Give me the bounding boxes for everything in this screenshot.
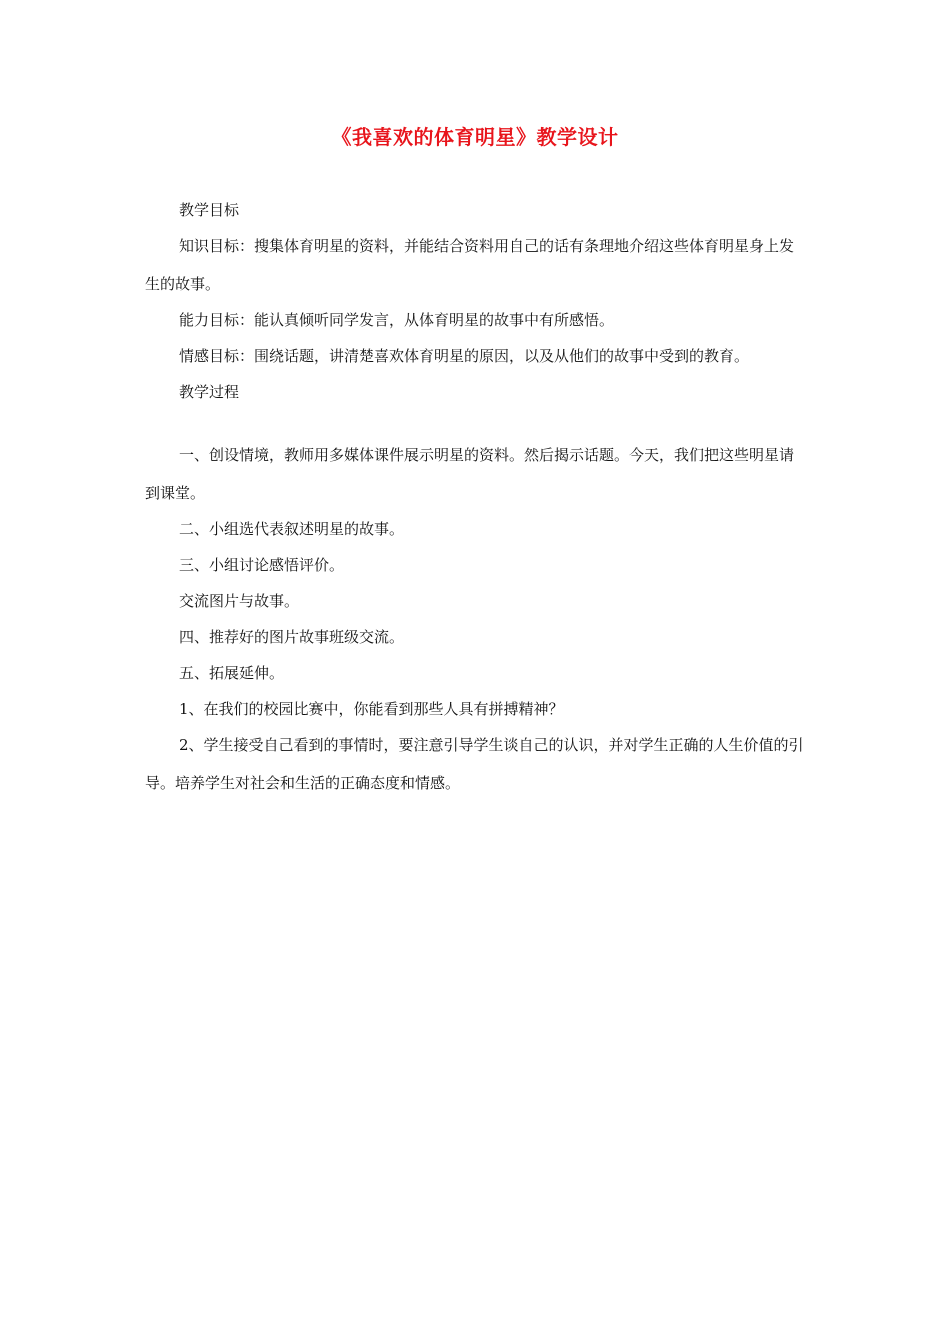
document-body [145, 196, 807, 805]
paragraph-teaching-process-heading: 教学过程 [179, 383, 240, 401]
paragraph-step-five: 五、拓展延伸。 [179, 664, 285, 682]
paragraph-item-one: 1、在我们的校园比赛中，你能看到那些人具有拼搏精神？ [179, 700, 564, 718]
document-title: 《我喜欢的体育明星》教学设计 [331, 125, 619, 149]
paragraph-step-one: 一、创设情境，教师用多媒体课件展示明星的资料。然后揭示话题。今天，我们把这些明星请到课堂。 [145, 446, 795, 502]
paragraph-emotion-goal: 情感目标：围绕话题，讲清楚喜欢体育明星的原因，以及从他们的故事中受到的教育。 [179, 347, 750, 365]
paragraph-ability-goal: 能力目标：能认真倾听同学发言，从体育明星的故事中有所感悟。 [179, 311, 615, 329]
paragraph-exchange: 交流图片与故事。 [179, 592, 300, 610]
paragraph-step-two: 二、小组选代表叙述明星的故事。 [179, 520, 405, 538]
paragraph-step-four: 四、推荐好的图片故事班级交流。 [179, 628, 405, 646]
paragraph-knowledge-goal: 知识目标：搜集体育明星的资料，并能结合资料用自己的话有条理地介绍这些体育明星身上发生的故事。 [145, 237, 795, 293]
paragraph-teaching-goals-heading: 教学目标 [179, 201, 240, 219]
paragraph-item-two: 2、学生接受自己看到的事情时，要注意引导学生谈自己的认识，并对学生正确的人生价值的引导。培养学生对社会和生活的正确态度和情感。 [145, 736, 804, 792]
paragraph-step-three: 三、小组讨论感悟评价。 [179, 556, 345, 574]
